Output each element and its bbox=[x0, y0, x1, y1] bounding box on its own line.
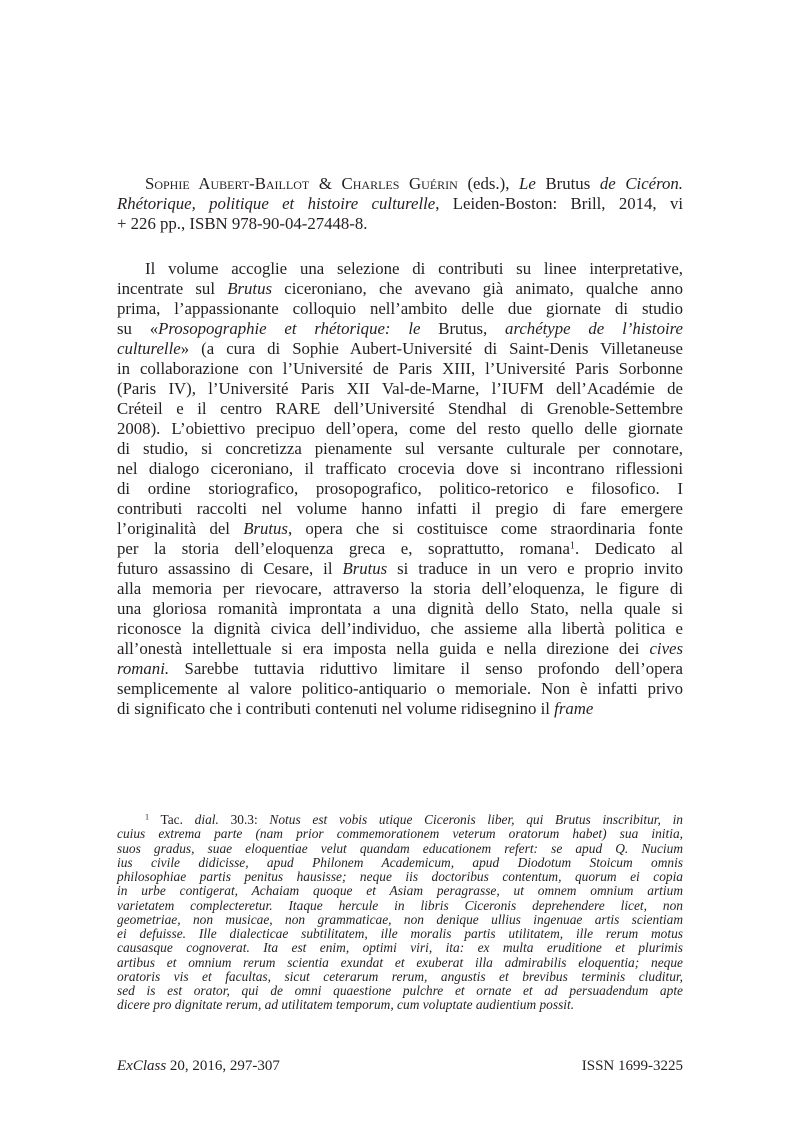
text-run: dicere pro dignitate rerum, ad utilitatem temporum, cum voluptate audientium possit. bbox=[117, 997, 575, 1013]
text-run: Le bbox=[519, 174, 536, 193]
text-run: varietatem complecteretur. Itaque hercule in libris Ciceronis deprehendere licet, non bbox=[117, 897, 683, 913]
text-run: ciceroniano, che avevano già animato, qualche anno bbox=[272, 279, 684, 298]
footnote-line bbox=[117, 927, 683, 941]
header-line bbox=[117, 194, 683, 214]
text-run: philosophiae partis penitus hausisse; neque iis doctoribus contentum, quorum ei copia bbox=[117, 869, 683, 884]
text-run: Il volume accoglie una selezione di contributi su linee interpretative, bbox=[145, 259, 683, 278]
text-run: geometriae, non musicae, non grammaticae, non denique ullius ingenuae artis scientiam bbox=[117, 911, 683, 927]
body-line bbox=[117, 599, 683, 619]
text-run: , archétype de l’histoire bbox=[483, 319, 683, 338]
body-line bbox=[117, 359, 683, 379]
text-run: cuius extrema parte (nam prior commemorationem veterum oratorum habet) sua initia, bbox=[117, 826, 683, 842]
text-run: romani. bbox=[117, 659, 170, 678]
text-run: Rhétorique, politique et histoire culturelle bbox=[117, 194, 436, 213]
text-run: Sarebbe tuttavia riduttivo limitare il senso profondo dell’opera bbox=[169, 659, 683, 678]
text-run: alla memoria per rievocare, attraverso la storia dell’eloquenza, le figure di bbox=[117, 579, 683, 598]
body-line bbox=[117, 579, 683, 599]
text-run: Brutus bbox=[420, 319, 484, 338]
text-run: Notus est vobis utique Ciceronis liber, qui Brutus inscribitur, in bbox=[269, 812, 683, 827]
text-run: di significato che i contributi contenuti nel volume ridisegnino il bbox=[117, 699, 555, 718]
text-run: Créteil e il centro RARE dell’Université Stendhal di Grenoble-Settembre bbox=[117, 399, 683, 418]
text-run: Prosopographie et rhétorique: le bbox=[158, 319, 421, 338]
text-run: Sophie Aubert-Baillot & Charles Guérin bbox=[145, 174, 458, 193]
review-bibliographic-header bbox=[117, 174, 683, 234]
text-run: in urbe contigerat, Achaiam quoque et Asiam peragrasse, ut omnem omnium artium bbox=[117, 883, 683, 899]
text-run: contributi raccolti nel volume hanno infatti il pregio di fare emergere bbox=[117, 499, 683, 518]
text-run: Brutus bbox=[227, 279, 273, 298]
footnote-line bbox=[117, 970, 683, 984]
footnote-line bbox=[117, 998, 683, 1012]
body-line bbox=[117, 559, 683, 579]
footnote-line bbox=[117, 827, 683, 841]
text-run: in collaborazione con l’Université de Paris XIII, l’Université Paris Sorbonne bbox=[117, 359, 683, 378]
footnote-line bbox=[117, 813, 683, 827]
body-line bbox=[117, 399, 683, 419]
text-run: + 226 pp., ISBN 978-90-04-27448-8. bbox=[117, 214, 368, 233]
text-run: riconosce la dignità civica dell’individuo, che assieme alla libertà politica e bbox=[117, 619, 683, 638]
body-line bbox=[117, 639, 683, 659]
text-run: nel dialogo ciceroniano, il trafficato crocevia dove si incontrano riflessioni bbox=[117, 459, 683, 478]
body-line bbox=[117, 699, 683, 719]
text-run: futuro assassino di Cesare, il bbox=[117, 559, 343, 578]
body-line bbox=[117, 379, 683, 399]
text-run: per la storia dell’eloquenza greca e, soprattutto, romana bbox=[117, 539, 570, 558]
journal-name: ExClass bbox=[117, 1058, 167, 1074]
footnote-marker: 1 bbox=[569, 540, 575, 552]
body-line bbox=[117, 519, 683, 539]
footnote-1 bbox=[117, 813, 683, 1013]
text-run: oratoris vis et facultas, sicut ceterarum rerum, angustis et brevibus terminis cluditur, bbox=[117, 968, 683, 984]
text-run: di ordine storiografico, prosopografico, politico-retorico e filosofico. I bbox=[117, 479, 683, 498]
text-run: suos gradus, suae eloquentiae velut quandam educationem refert: se apud Q. Nucium bbox=[117, 840, 683, 856]
text-run: 2008). L’obiettivo precipuo dell’opera, come del resto quello delle giornate bbox=[117, 419, 683, 438]
body-line bbox=[117, 279, 683, 299]
text-run: cives bbox=[649, 639, 683, 658]
footnote-line bbox=[117, 899, 683, 913]
text-run: , opera che si costituisce come straordinaria fonte bbox=[287, 519, 684, 538]
text-run: prima, l’appassionante colloquio nell’ambito delle due giornate di studio bbox=[117, 299, 683, 318]
text-run: ei defuisse. Ille dialecticae subtilitatem, ille moralis partis utilitatem, ille rerum motus bbox=[117, 926, 683, 941]
body-line bbox=[117, 479, 683, 499]
text-run: incentrate sul bbox=[117, 279, 228, 298]
text-run: causasque cognoverat. Ita est enim, optimi viri, ita: ex multa eruditione et plurimis bbox=[117, 940, 683, 956]
text-run: si traduce in un vero e proprio invito bbox=[387, 559, 683, 578]
footnote-line bbox=[117, 941, 683, 955]
text-run: » (a cura di Sophie Aubert-Université di Saint-Denis Villetaneuse bbox=[180, 339, 683, 358]
footnote-line bbox=[117, 856, 683, 870]
text-run: l’originalità del bbox=[117, 519, 244, 538]
text-run: Tac. bbox=[149, 812, 195, 827]
text-run: semplicemente al valore politico-antiquario o memoriale. Non è infatti privo bbox=[117, 679, 683, 698]
volume-pages: 20, 2016, 297-307 bbox=[166, 1058, 280, 1074]
body-line bbox=[117, 259, 683, 279]
footnote-line bbox=[117, 842, 683, 856]
body-line bbox=[117, 499, 683, 519]
footnote-marker: 1 bbox=[145, 812, 150, 822]
text-run: artibus et omnium rerum scientia exundat et exuberat illa admirabilis eloquentia; neque bbox=[117, 954, 683, 970]
journal-citation bbox=[117, 1058, 280, 1075]
footnote-line bbox=[117, 913, 683, 927]
header-line bbox=[117, 174, 683, 194]
body-line bbox=[117, 339, 683, 359]
body-line bbox=[117, 459, 683, 479]
text-run: 30.3: bbox=[218, 812, 270, 827]
footnote-line bbox=[117, 870, 683, 884]
body-line bbox=[117, 539, 683, 559]
body-line bbox=[117, 419, 683, 439]
text-run: su « bbox=[117, 319, 159, 338]
text-run: una gloriosa romanità improntata a una dignità dello Stato, nella quale si bbox=[117, 599, 683, 618]
footnote-line bbox=[117, 984, 683, 998]
text-run: , Leiden-Boston: Brill, 2014, vi bbox=[435, 194, 683, 213]
page-footer bbox=[117, 1058, 683, 1075]
review-body-paragraph bbox=[117, 259, 683, 719]
text-run: all’onestà intellettuale si era imposta nella guida e nella direzione dei bbox=[117, 639, 650, 658]
text-run: sed is est orator, qui de omni quaestione pulchre et ornate et ad persuadendum apte bbox=[117, 983, 683, 998]
text-run: dial. bbox=[194, 812, 219, 827]
text-run: di studio, si concretizza pienamente sul versante culturale per connotare, bbox=[117, 439, 683, 458]
text-run: (eds.), bbox=[457, 174, 520, 193]
text-run: (Paris IV), l’Université Paris XII Val-de-Marne, l’IUFM dell’Académie de bbox=[117, 379, 683, 398]
text-run: Brutus bbox=[535, 174, 600, 193]
text-run: . Dedicato al bbox=[574, 539, 683, 558]
header-line bbox=[117, 214, 683, 234]
body-line bbox=[117, 679, 683, 699]
text-run: culturelle bbox=[117, 339, 181, 358]
footnote-line bbox=[117, 956, 683, 970]
text-run: ius civile didicisse, apud Philonem Academicum, apud Diodotum Stoicum omnis bbox=[117, 854, 683, 870]
body-line bbox=[117, 319, 683, 339]
body-line bbox=[117, 619, 683, 639]
body-line bbox=[117, 299, 683, 319]
issn: ISSN 1699-3225 bbox=[581, 1058, 683, 1074]
footnote-line bbox=[117, 884, 683, 898]
text-run: Brutus bbox=[342, 559, 388, 578]
text-run: frame bbox=[554, 699, 594, 718]
text-run: Brutus bbox=[243, 519, 288, 538]
body-line bbox=[117, 659, 683, 679]
text-run: de Cicéron. bbox=[599, 174, 683, 193]
body-line bbox=[117, 439, 683, 459]
